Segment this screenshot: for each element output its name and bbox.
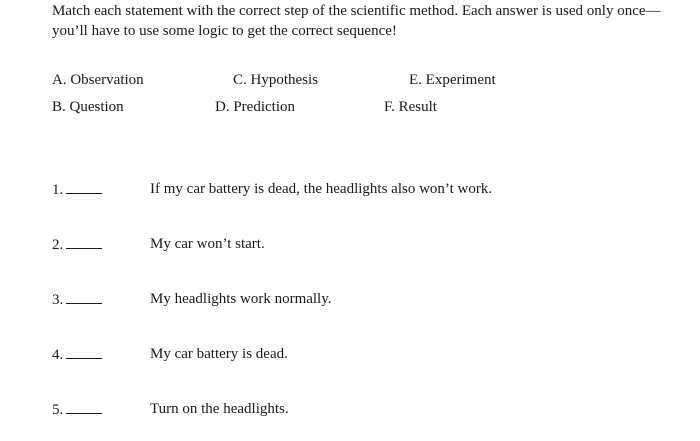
statement-2: My car won’t start. bbox=[150, 236, 265, 252]
answer-blank-4[interactable] bbox=[66, 345, 102, 359]
statement-5: Turn on the headlights. bbox=[150, 401, 289, 417]
option-d-prediction: D. Prediction bbox=[215, 99, 295, 115]
option-b-question: B. Question bbox=[52, 99, 124, 115]
instructions-text: Match each statement with the correct step of the scientific method. Each answer is used only once—you’ll have to use some logic to get the correct sequence! bbox=[52, 3, 661, 39]
question-number: 4. bbox=[52, 347, 64, 363]
question-1 bbox=[52, 180, 102, 199]
answer-blank-2[interactable] bbox=[66, 235, 102, 249]
answer-blank-5[interactable] bbox=[66, 400, 102, 414]
statement-1: If my car battery is dead, the headlights also won’t work. bbox=[150, 181, 493, 197]
statement-3: My headlights work normally. bbox=[150, 291, 332, 307]
question-number: 5. bbox=[52, 402, 64, 418]
option-a-observation: A. Observation bbox=[52, 72, 144, 88]
question-number: 3. bbox=[52, 292, 64, 308]
answer-blank-3[interactable] bbox=[66, 290, 102, 304]
question-5 bbox=[52, 400, 102, 419]
question-4 bbox=[52, 345, 102, 364]
option-c-hypothesis: C. Hypothesis bbox=[233, 72, 319, 88]
option-f-result: F. Result bbox=[384, 99, 437, 115]
question-number: 1. bbox=[52, 182, 64, 198]
answer-blank-1[interactable] bbox=[66, 180, 102, 194]
question-2 bbox=[52, 235, 102, 254]
question-3 bbox=[52, 290, 102, 309]
question-number: 2. bbox=[52, 237, 64, 253]
statement-4: My car battery is dead. bbox=[150, 346, 288, 362]
option-e-experiment: E. Experiment bbox=[409, 72, 496, 88]
